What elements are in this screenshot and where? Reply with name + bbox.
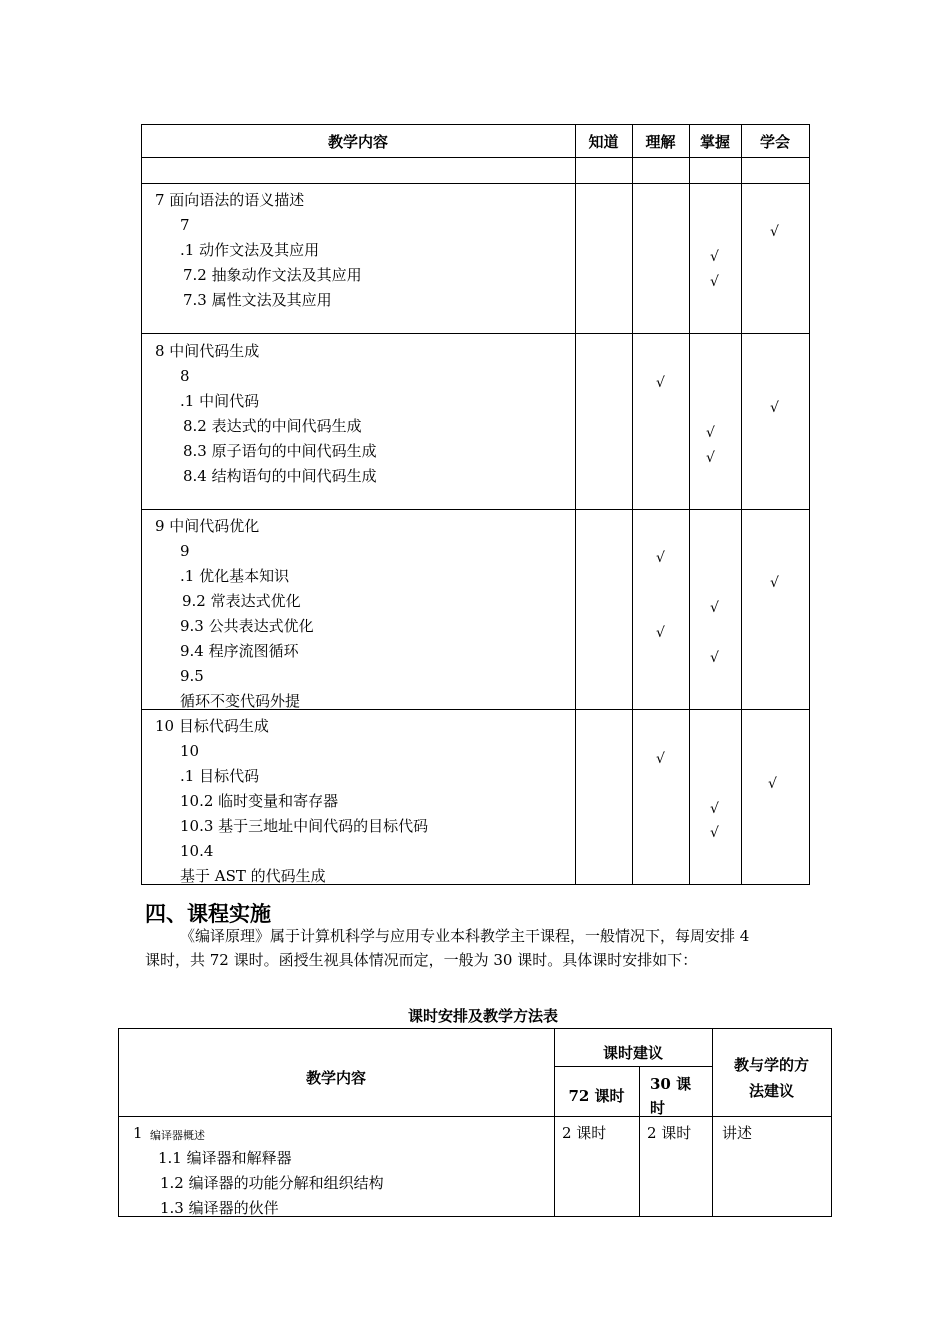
row-title: 编译器概述 bbox=[150, 1129, 205, 1142]
row-title: 9 中间代码优化 bbox=[155, 517, 260, 535]
hours-30-value: 2 课时 bbox=[647, 1124, 692, 1142]
row-line: 8.4 结构语句的中间代码生成 bbox=[183, 467, 377, 485]
check-mark: √ bbox=[770, 575, 779, 591]
row-line: .1 优化基本知识 bbox=[180, 567, 290, 585]
header-know: 知道 bbox=[588, 133, 619, 151]
row-line: 10.2 临时变量和寄存器 bbox=[180, 792, 339, 810]
row-line: 10.4 bbox=[180, 842, 214, 860]
header-method bbox=[712, 1052, 831, 1104]
row-line: .1 目标代码 bbox=[180, 767, 260, 785]
check-mark: √ bbox=[656, 375, 665, 391]
row-line: 9.4 程序流图循环 bbox=[180, 642, 299, 660]
row-title: 7 面向语法的语义描述 bbox=[155, 191, 305, 209]
check-mark: √ bbox=[710, 249, 719, 265]
row-number: 1 bbox=[133, 1124, 143, 1142]
header-72-hours: 72 课时 bbox=[568, 1087, 625, 1105]
row-line: .1 中间代码 bbox=[180, 392, 260, 410]
paragraph-line: 《编译原理》属于计算机科学与应用专业本科教学主干课程，一般情况下，每周安排 4 bbox=[180, 927, 750, 945]
header-understand: 理解 bbox=[645, 133, 676, 151]
header-teaching-content: 教学内容 bbox=[305, 1069, 366, 1087]
row-line: 1.2 编译器的功能分解和组织结构 bbox=[160, 1174, 384, 1192]
header-master: 掌握 bbox=[699, 133, 730, 151]
paragraph-line: 课时，共 72 课时。函授生视具体情况而定，一般为 30 课时。具体课时安排如下： bbox=[145, 951, 698, 969]
check-mark: √ bbox=[770, 400, 779, 416]
row-line: 10 bbox=[180, 742, 200, 760]
row-line: 9.2 常表达式优化 bbox=[182, 592, 301, 610]
row-line: 9 bbox=[180, 542, 190, 560]
row-line: 7.2 抽象动作文法及其应用 bbox=[183, 266, 362, 284]
check-mark: √ bbox=[706, 425, 715, 441]
check-mark: √ bbox=[710, 825, 719, 841]
row-line: 9.5 bbox=[180, 667, 204, 685]
row-title: 8 中间代码生成 bbox=[155, 342, 260, 360]
header-hours-suggestion: 课时建议 bbox=[602, 1044, 663, 1062]
check-mark: √ bbox=[656, 625, 665, 641]
row-line: 1.3 编译器的伙伴 bbox=[160, 1199, 279, 1217]
method-value: 讲述 bbox=[722, 1124, 753, 1142]
header-30-hours bbox=[650, 1072, 691, 1120]
row-line: 基于 AST 的代码生成 bbox=[180, 867, 326, 885]
row-line: 1.1 编译器和解释器 bbox=[158, 1149, 292, 1167]
header-30-line1: 30 课 bbox=[650, 1075, 692, 1093]
header-method-line2: 法建议 bbox=[748, 1082, 794, 1100]
row-line: .1 动作文法及其应用 bbox=[180, 241, 320, 259]
row-line: 7.3 属性文法及其应用 bbox=[183, 291, 332, 309]
check-mark: √ bbox=[706, 450, 715, 466]
check-mark: √ bbox=[710, 801, 719, 817]
table-caption: 课时安排及教学方法表 bbox=[408, 1007, 559, 1025]
check-mark: √ bbox=[656, 751, 665, 767]
header-method-line1: 教与学的方 bbox=[733, 1056, 809, 1074]
check-mark: √ bbox=[768, 776, 777, 792]
row-line: 8.3 原子语句的中间代码生成 bbox=[183, 442, 377, 460]
section-heading: 四、课程实施 bbox=[145, 901, 271, 926]
row-title: 10 目标代码生成 bbox=[155, 717, 269, 735]
check-mark: √ bbox=[710, 274, 719, 290]
hours-72-value: 2 课时 bbox=[562, 1124, 607, 1142]
row-line: 7 bbox=[180, 216, 190, 234]
header-learn: 学会 bbox=[759, 133, 790, 151]
row-line: 循环不变代码外提 bbox=[180, 692, 301, 710]
check-mark: √ bbox=[656, 550, 665, 566]
check-mark: √ bbox=[710, 600, 719, 616]
row-line: 10.3 基于三地址中间代码的目标代码 bbox=[180, 817, 429, 835]
check-mark: √ bbox=[770, 224, 779, 240]
header-30-line2: 时 bbox=[650, 1099, 666, 1117]
row-line: 9.3 公共表达式优化 bbox=[180, 617, 314, 635]
row-line: 8.2 表达式的中间代码生成 bbox=[183, 417, 362, 435]
row-line: 8 bbox=[180, 367, 190, 385]
header-teaching-content: 教学内容 bbox=[327, 133, 388, 151]
check-mark: √ bbox=[710, 650, 719, 666]
